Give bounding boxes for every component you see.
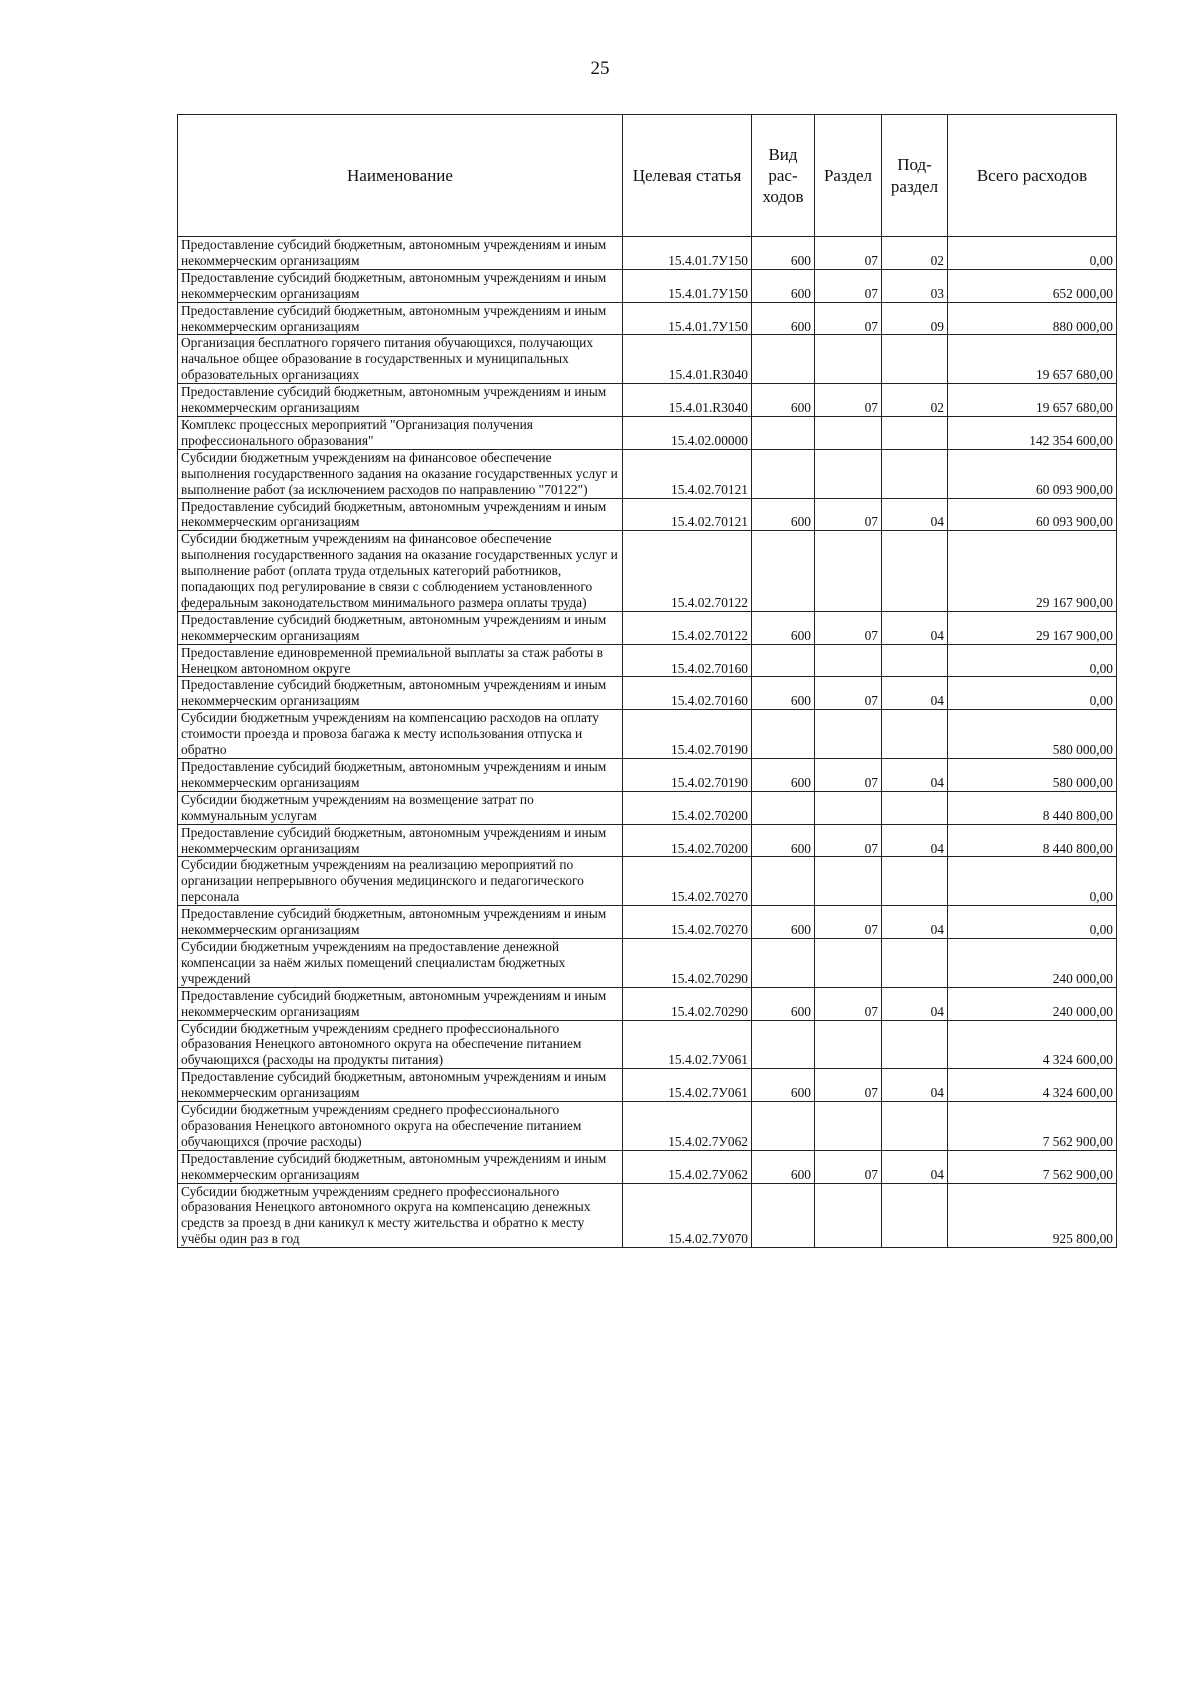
row-expense-type <box>752 531 815 612</box>
row-expense-type <box>752 1020 815 1069</box>
row-total: 7 562 900,00 <box>948 1102 1117 1151</box>
row-total: 580 000,00 <box>948 710 1117 759</box>
row-section <box>815 1183 882 1248</box>
row-expense-type <box>752 1102 815 1151</box>
row-name: Предоставление субсидий бюджетным, автономным учреждениям и иным некоммерческим организациям <box>178 237 623 270</box>
row-subsection: 03 <box>882 269 948 302</box>
row-section: 07 <box>815 677 882 710</box>
row-name: Субсидии бюджетным учреждениям на возмещение затрат по коммунальным услугам <box>178 791 623 824</box>
row-total: 880 000,00 <box>948 302 1117 335</box>
row-section: 07 <box>815 302 882 335</box>
row-name: Предоставление субсидий бюджетным, автономным учреждениям и иным некоммерческим организациям <box>178 1069 623 1102</box>
row-section <box>815 335 882 384</box>
row-name: Предоставление субсидий бюджетным, автономным учреждениям и иным некоммерческим организациям <box>178 677 623 710</box>
table-row <box>178 449 1117 498</box>
row-name: Субсидии бюджетным учреждениям на компенсацию расходов на оплату стоимости проезда и провоза багажа к месту использования отпуска и обратно <box>178 710 623 759</box>
row-subsection <box>882 857 948 906</box>
row-section: 07 <box>815 269 882 302</box>
row-name: Предоставление субсидий бюджетным, автономным учреждениям и иным некоммерческим организациям <box>178 269 623 302</box>
row-total: 19 657 680,00 <box>948 335 1117 384</box>
table-row <box>178 1102 1117 1151</box>
row-section <box>815 710 882 759</box>
table-row <box>178 302 1117 335</box>
row-section: 07 <box>815 1150 882 1183</box>
row-expense-type: 600 <box>752 987 815 1020</box>
row-target-article: 15.4.02.7У070 <box>623 1183 752 1248</box>
page-number: 25 <box>590 58 610 79</box>
table-row <box>178 710 1117 759</box>
row-target-article: 15.4.02.7У062 <box>623 1102 752 1151</box>
row-section: 07 <box>815 824 882 857</box>
row-target-article: 15.4.02.7У061 <box>623 1069 752 1102</box>
row-section <box>815 938 882 987</box>
table-row <box>178 824 1117 857</box>
row-section: 07 <box>815 611 882 644</box>
row-section <box>815 416 882 449</box>
row-section: 07 <box>815 384 882 417</box>
table-row <box>178 611 1117 644</box>
row-section: 07 <box>815 1069 882 1102</box>
row-target-article: 15.4.02.7У062 <box>623 1150 752 1183</box>
row-name: Предоставление субсидий бюджетным, автономным учреждениям и иным некоммерческим организациям <box>178 498 623 531</box>
table-row <box>178 938 1117 987</box>
row-name: Субсидии бюджетным учреждениям на реализацию мероприятий по организации непрерывного обучения медицинского и педагогического персонала <box>178 857 623 906</box>
row-subsection <box>882 791 948 824</box>
row-subsection <box>882 531 948 612</box>
row-section: 07 <box>815 906 882 939</box>
row-expense-type <box>752 857 815 906</box>
row-total: 29 167 900,00 <box>948 611 1117 644</box>
row-subsection: 04 <box>882 759 948 792</box>
row-name: Организация бесплатного горячего питания обучающихся, получающих начальное общее образование в государственных и муниципальных образовательных организациях <box>178 335 623 384</box>
row-section <box>815 531 882 612</box>
row-total: 4 324 600,00 <box>948 1020 1117 1069</box>
row-name: Субсидии бюджетным учреждениям на финансовое обеспечение выполнения государственного задания на оказание государственных услуг и выполнение работ (за исключением расходов по направлению "70122") <box>178 449 623 498</box>
table-row <box>178 791 1117 824</box>
table-row <box>178 531 1117 612</box>
row-expense-type: 600 <box>752 906 815 939</box>
row-name: Предоставление субсидий бюджетным, автономным учреждениям и иным некоммерческим организациям <box>178 302 623 335</box>
row-total: 0,00 <box>948 857 1117 906</box>
row-section <box>815 644 882 677</box>
row-expense-type <box>752 1183 815 1248</box>
row-subsection <box>882 449 948 498</box>
row-target-article: 15.4.02.70270 <box>623 906 752 939</box>
table-row <box>178 677 1117 710</box>
row-target-article: 15.4.01.R3040 <box>623 384 752 417</box>
row-target-article: 15.4.02.70290 <box>623 987 752 1020</box>
row-expense-type <box>752 791 815 824</box>
row-subsection <box>882 1020 948 1069</box>
row-subsection <box>882 938 948 987</box>
row-total: 240 000,00 <box>948 987 1117 1020</box>
row-section: 07 <box>815 237 882 270</box>
row-expense-type: 600 <box>752 269 815 302</box>
row-subsection: 09 <box>882 302 948 335</box>
row-total: 142 354 600,00 <box>948 416 1117 449</box>
table-row <box>178 987 1117 1020</box>
row-total: 925 800,00 <box>948 1183 1117 1248</box>
row-total: 19 657 680,00 <box>948 384 1117 417</box>
row-name: Предоставление субсидий бюджетным, автономным учреждениям и иным некоммерческим организациям <box>178 906 623 939</box>
row-total: 0,00 <box>948 906 1117 939</box>
row-subsection <box>882 644 948 677</box>
row-expense-type <box>752 449 815 498</box>
header-subsection: Под- раздел <box>882 115 948 237</box>
row-target-article: 15.4.02.70190 <box>623 710 752 759</box>
row-total: 60 093 900,00 <box>948 498 1117 531</box>
row-subsection <box>882 1102 948 1151</box>
row-target-article: 15.4.02.70121 <box>623 498 752 531</box>
row-subsection: 04 <box>882 1069 948 1102</box>
row-expense-type: 600 <box>752 611 815 644</box>
table-row <box>178 335 1117 384</box>
row-name: Субсидии бюджетным учреждениям среднего профессионального образования Ненецкого автономного округа на обеспечение питанием обучающихся (расходы на продукты питания) <box>178 1020 623 1069</box>
row-name: Предоставление субсидий бюджетным, автономным учреждениям и иным некоммерческим организациям <box>178 611 623 644</box>
row-expense-type: 600 <box>752 1150 815 1183</box>
header-section: Раздел <box>815 115 882 237</box>
row-expense-type: 600 <box>752 498 815 531</box>
row-subsection: 04 <box>882 1150 948 1183</box>
row-expense-type <box>752 644 815 677</box>
row-subsection <box>882 710 948 759</box>
table-row <box>178 498 1117 531</box>
table-row <box>178 1069 1117 1102</box>
table-row <box>178 1183 1117 1248</box>
row-target-article: 15.4.02.70122 <box>623 531 752 612</box>
budget-table <box>177 114 1117 1248</box>
header-expense-type: Вид рас- ходов <box>752 115 815 237</box>
row-subsection <box>882 416 948 449</box>
row-section <box>815 857 882 906</box>
table-header-row <box>178 115 1117 237</box>
table-row <box>178 644 1117 677</box>
row-subsection: 02 <box>882 237 948 270</box>
row-name: Субсидии бюджетным учреждениям на финансовое обеспечение выполнения государственного задания на оказание государственных услуг и выполнение работ (оплата труда отдельных категорий работников, попадающих под регулирование в связи с соблюдением установленного федеральным законодательством минимального размера оплаты труда) <box>178 531 623 612</box>
row-total: 0,00 <box>948 644 1117 677</box>
table-row <box>178 416 1117 449</box>
row-name: Предоставление субсидий бюджетным, автономным учреждениям и иным некоммерческим организациям <box>178 987 623 1020</box>
row-target-article: 15.4.02.70160 <box>623 677 752 710</box>
row-name: Предоставление единовременной премиальной выплаты за стаж работы в Ненецком автономном округе <box>178 644 623 677</box>
row-target-article: 15.4.02.70200 <box>623 791 752 824</box>
row-subsection: 02 <box>882 384 948 417</box>
table-row <box>178 269 1117 302</box>
row-expense-type <box>752 335 815 384</box>
row-subsection: 04 <box>882 611 948 644</box>
table-row <box>178 857 1117 906</box>
row-name: Субсидии бюджетным учреждениям на предоставление денежной компенсации за наём жилых помещений специалистам бюджетных учреждений <box>178 938 623 987</box>
row-expense-type: 600 <box>752 677 815 710</box>
row-total: 580 000,00 <box>948 759 1117 792</box>
row-expense-type <box>752 710 815 759</box>
row-name: Предоставление субсидий бюджетным, автономным учреждениям и иным некоммерческим организациям <box>178 1150 623 1183</box>
row-name: Комплекс процессных мероприятий "Организация получения профессионального образования" <box>178 416 623 449</box>
row-target-article: 15.4.02.70122 <box>623 611 752 644</box>
row-target-article: 15.4.02.70121 <box>623 449 752 498</box>
row-target-article: 15.4.01.7У150 <box>623 269 752 302</box>
row-section: 07 <box>815 759 882 792</box>
row-total: 8 440 800,00 <box>948 824 1117 857</box>
table-body <box>178 237 1117 1248</box>
row-subsection <box>882 335 948 384</box>
row-target-article: 15.4.01.R3040 <box>623 335 752 384</box>
row-section: 07 <box>815 498 882 531</box>
row-expense-type <box>752 416 815 449</box>
row-total: 652 000,00 <box>948 269 1117 302</box>
row-subsection: 04 <box>882 498 948 531</box>
row-total: 29 167 900,00 <box>948 531 1117 612</box>
row-section: 07 <box>815 987 882 1020</box>
row-total: 240 000,00 <box>948 938 1117 987</box>
row-total: 4 324 600,00 <box>948 1069 1117 1102</box>
row-section <box>815 449 882 498</box>
table-row <box>178 237 1117 270</box>
row-subsection: 04 <box>882 677 948 710</box>
row-target-article: 15.4.02.70160 <box>623 644 752 677</box>
table-row <box>178 906 1117 939</box>
header-target-article: Целевая статья <box>623 115 752 237</box>
row-section <box>815 1102 882 1151</box>
row-section <box>815 791 882 824</box>
row-total: 0,00 <box>948 237 1117 270</box>
row-expense-type: 600 <box>752 824 815 857</box>
row-target-article: 15.4.02.70270 <box>623 857 752 906</box>
row-name: Предоставление субсидий бюджетным, автономным учреждениям и иным некоммерческим организациям <box>178 759 623 792</box>
row-total: 7 562 900,00 <box>948 1150 1117 1183</box>
row-name: Предоставление субсидий бюджетным, автономным учреждениям и иным некоммерческим организациям <box>178 824 623 857</box>
row-name: Субсидии бюджетным учреждениям среднего профессионального образования Ненецкого автономного округа на обеспечение питанием обучающихся (прочие расходы) <box>178 1102 623 1151</box>
row-expense-type <box>752 938 815 987</box>
row-target-article: 15.4.01.7У150 <box>623 237 752 270</box>
row-expense-type: 600 <box>752 237 815 270</box>
header-name: Наименование <box>178 115 623 237</box>
row-expense-type: 600 <box>752 302 815 335</box>
row-target-article: 15.4.01.7У150 <box>623 302 752 335</box>
row-expense-type: 600 <box>752 384 815 417</box>
row-target-article: 15.4.02.00000 <box>623 416 752 449</box>
row-subsection <box>882 1183 948 1248</box>
header-total: Всего расходов <box>948 115 1117 237</box>
row-name: Субсидии бюджетным учреждениям среднего профессионального образования Ненецкого автономного округа на компенсацию денежных средств за проезд в дни каникул к месту жительства и обратно к месту учёбы один раз в год <box>178 1183 623 1248</box>
row-subsection: 04 <box>882 906 948 939</box>
table-row <box>178 759 1117 792</box>
row-target-article: 15.4.02.70200 <box>623 824 752 857</box>
row-total: 8 440 800,00 <box>948 791 1117 824</box>
row-expense-type: 600 <box>752 1069 815 1102</box>
row-target-article: 15.4.02.70190 <box>623 759 752 792</box>
row-subsection: 04 <box>882 824 948 857</box>
row-name: Предоставление субсидий бюджетным, автономным учреждениям и иным некоммерческим организациям <box>178 384 623 417</box>
row-total: 60 093 900,00 <box>948 449 1117 498</box>
row-section <box>815 1020 882 1069</box>
row-target-article: 15.4.02.7У061 <box>623 1020 752 1069</box>
table-row <box>178 384 1117 417</box>
row-total: 0,00 <box>948 677 1117 710</box>
table-row <box>178 1150 1117 1183</box>
table-row <box>178 1020 1117 1069</box>
row-target-article: 15.4.02.70290 <box>623 938 752 987</box>
row-subsection: 04 <box>882 987 948 1020</box>
row-expense-type: 600 <box>752 759 815 792</box>
